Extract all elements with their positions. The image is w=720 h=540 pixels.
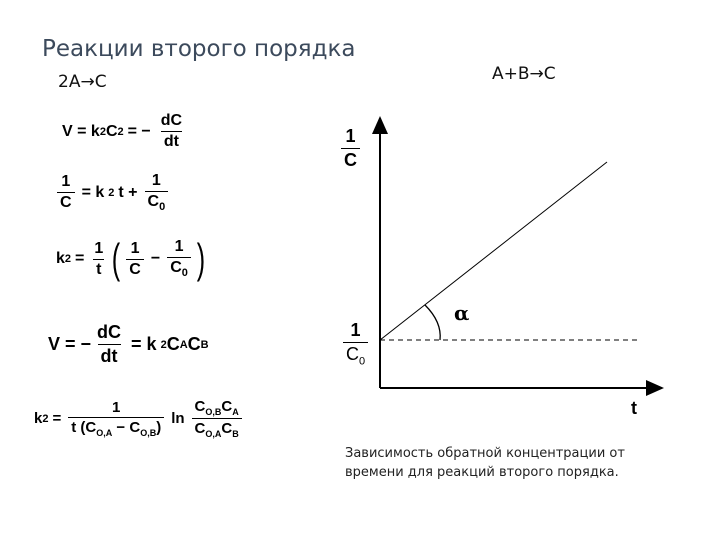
f5-den-sub1: O,A bbox=[96, 428, 113, 438]
f3-eq: = bbox=[75, 250, 85, 267]
f2-t: t + bbox=[118, 183, 138, 201]
f3-sub: 2 bbox=[64, 253, 72, 265]
f5-den-a: t (C bbox=[71, 419, 97, 436]
f1-den: dt bbox=[161, 131, 182, 151]
intercept-label-num: 1 bbox=[350, 320, 361, 340]
f5-lnden-a: C bbox=[194, 420, 206, 437]
f3-den3: C bbox=[170, 259, 182, 277]
f5-lhs: k bbox=[34, 410, 43, 427]
f1-mid: C bbox=[105, 122, 118, 140]
f4-c1sub: A bbox=[179, 338, 188, 351]
f5-lnnum-sub2: A bbox=[232, 407, 239, 417]
f3-den2: C bbox=[126, 259, 144, 279]
f5-ln: ln bbox=[171, 410, 185, 427]
f3-left-paren: ( bbox=[112, 235, 121, 282]
right-reaction-equation: A+B→C bbox=[492, 64, 556, 84]
f5-lnden-b: C bbox=[221, 420, 233, 437]
f5-den-c: ) bbox=[156, 419, 162, 436]
f5-eq: = bbox=[52, 410, 62, 427]
f3-lhs: k bbox=[56, 250, 65, 267]
f2-eq: = k bbox=[81, 183, 105, 201]
slide-title: Реакции второго порядка bbox=[42, 36, 356, 62]
f5-lnnum-b: C bbox=[221, 398, 233, 415]
f3-minus: − bbox=[150, 250, 161, 267]
f5-lnden-sub1: O,A bbox=[205, 429, 222, 439]
trend-line bbox=[380, 162, 607, 340]
f4-eq: = k bbox=[131, 334, 157, 354]
f3-num2: 1 bbox=[130, 239, 140, 257]
f4-lhs: V = − bbox=[48, 334, 92, 354]
x-axis-label: t bbox=[631, 398, 637, 418]
f5-lnnum-sub1: O,B bbox=[205, 407, 222, 417]
f4-den: dt bbox=[98, 344, 121, 367]
f4-num: dC bbox=[97, 322, 122, 342]
y-axis-label-num: 1 bbox=[345, 126, 356, 146]
f2-sub: 2 bbox=[108, 186, 115, 199]
f1-lhs: V = k bbox=[62, 122, 100, 140]
intercept-label bbox=[343, 320, 368, 368]
f4-c2: C bbox=[187, 334, 201, 354]
f2-num1: 1 bbox=[61, 173, 71, 191]
f3-num3: 1 bbox=[174, 238, 184, 256]
f5-den-b: − C bbox=[116, 419, 141, 436]
f3-sub3: 0 bbox=[181, 267, 188, 280]
f4-c2sub: B bbox=[200, 338, 209, 351]
intercept-label-sub: 0 bbox=[359, 355, 366, 368]
f5-sub: 2 bbox=[42, 412, 49, 425]
f2-den1: C bbox=[57, 192, 75, 212]
f2-num2: 1 bbox=[151, 172, 161, 189]
f3-num1: 1 bbox=[94, 239, 104, 257]
f5-den-sub2: O,B bbox=[140, 428, 157, 438]
f3-den1: t bbox=[93, 259, 104, 279]
f1-num: dC bbox=[160, 112, 183, 129]
angle-arc bbox=[425, 305, 440, 340]
f1-sup: 2 bbox=[117, 125, 124, 138]
graph-caption: Зависимость обратной концентрации от времени для реакций второго порядка. bbox=[345, 446, 625, 480]
f5-lnden-sub2: B bbox=[232, 429, 239, 439]
f1-sub: 2 bbox=[99, 125, 106, 138]
f4-sub: 2 bbox=[160, 338, 167, 351]
left-reaction-equation: 2A→C bbox=[58, 72, 107, 92]
intercept-label-den-wrap bbox=[343, 342, 368, 368]
intercept-label-den: C bbox=[346, 344, 359, 364]
f2-sub2: 0 bbox=[159, 201, 166, 214]
f2-den2: C bbox=[147, 193, 160, 210]
y-axis-label bbox=[341, 126, 360, 171]
f1-eq: = − bbox=[127, 122, 151, 140]
f5-lnnum-a: C bbox=[194, 398, 206, 415]
f4-c1: C bbox=[166, 334, 180, 354]
y-axis-label-den: C bbox=[341, 148, 360, 171]
f3-right-paren: ) bbox=[196, 235, 206, 282]
angle-label: α bbox=[454, 301, 470, 325]
f5-num: 1 bbox=[112, 399, 121, 416]
